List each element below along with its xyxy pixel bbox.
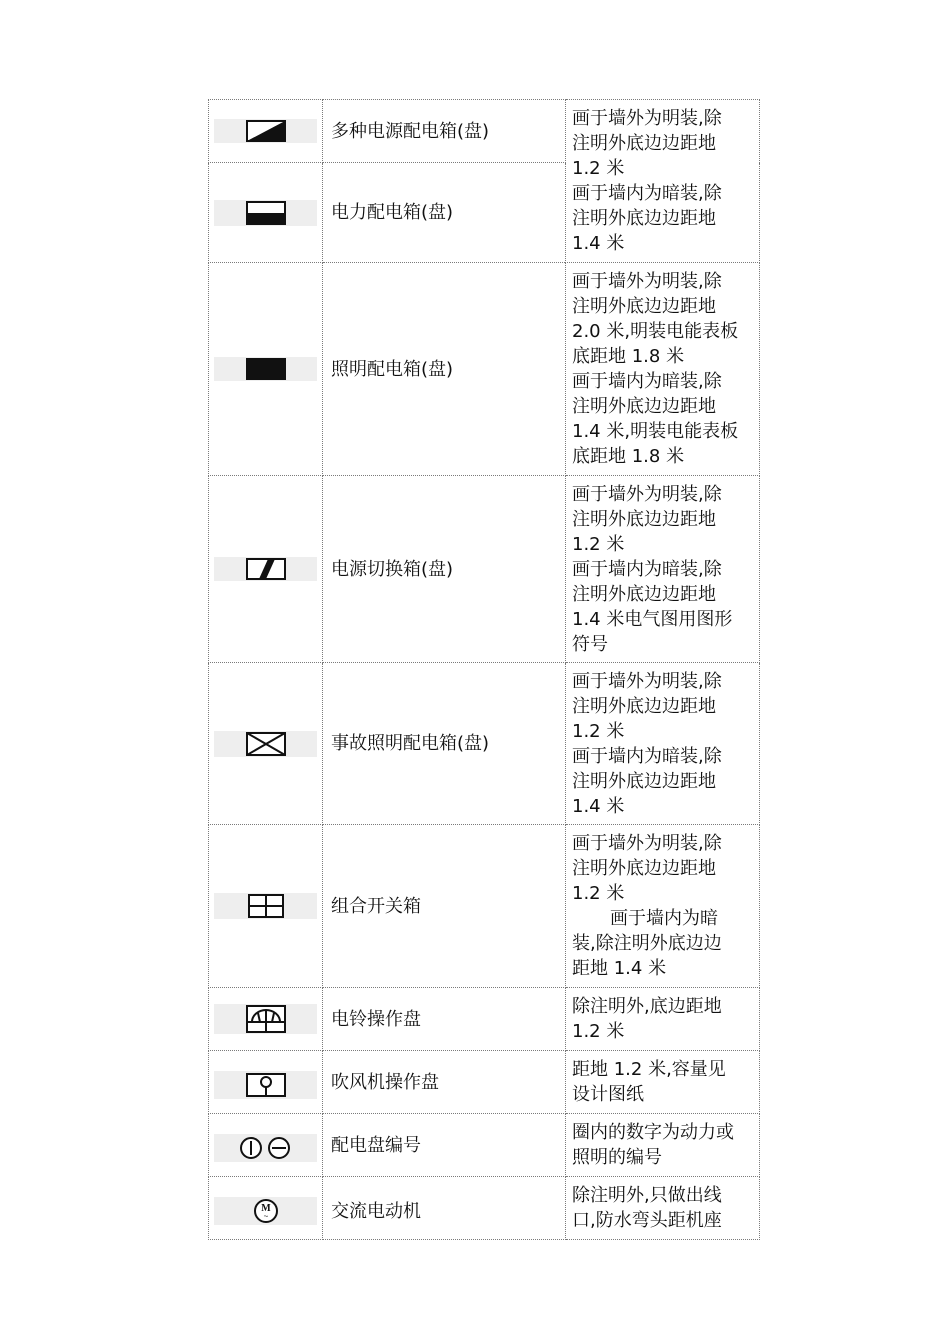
- symbol-note: 圈内的数字为动力或 照明的编号: [566, 1114, 760, 1177]
- symbol-name: 吹风机操作盘: [323, 1051, 566, 1114]
- symbol-name: 照明配电箱(盘): [323, 263, 566, 476]
- symbol-cell: [209, 476, 323, 663]
- symbol-name: 交流电动机: [323, 1177, 566, 1240]
- lighting-distribution-box-icon: [246, 358, 286, 380]
- symbol-cell: [209, 163, 323, 263]
- table-row: [209, 100, 760, 163]
- symbol-cell: [209, 1114, 323, 1177]
- motor-sub: ~: [263, 1212, 268, 1221]
- symbol-cell: [209, 663, 323, 825]
- symbol-note: 画于墙外为明装,除 注明外底边边距地 1.2 米 画于墙内为暗装,除 注明外底边边距地 1.4 米电气图用图形 符号: [566, 476, 760, 663]
- symbol-cell: [209, 988, 323, 1051]
- symbol-cell: [209, 1051, 323, 1114]
- table-row: [209, 825, 760, 988]
- table-row: [209, 663, 760, 825]
- symbol-name: 电源切换箱(盘): [323, 476, 566, 663]
- symbol-cell: [209, 263, 323, 476]
- symbol-note: 画于墙外为明装,除 注明外底边边距地 1.2 米 画于墙内为暗 装,除注明外底边边 距地 1.4 米: [566, 825, 760, 988]
- symbol-note: 画于墙外为明装,除 注明外底边边距地 1.2 米 画于墙内为暗装,除 注明外底边边距地 1.4 米: [566, 100, 760, 263]
- emergency-lighting-box-icon: [246, 732, 286, 756]
- symbol-cell: [209, 825, 323, 988]
- symbol-name: 电力配电箱(盘): [323, 163, 566, 263]
- table-row: [209, 1114, 760, 1177]
- symbol-table: [208, 99, 760, 1240]
- ac-motor-icon: [253, 1198, 279, 1224]
- symbol-note: 除注明外,底边距地 1.2 米: [566, 988, 760, 1051]
- symbol-note: 除注明外,只做出线 口,防水弯头距机座: [566, 1177, 760, 1240]
- symbol-cell: [209, 1177, 323, 1240]
- table-row: [209, 1177, 760, 1240]
- power-transfer-box-icon: [246, 558, 286, 580]
- symbol-name: 多种电源配电箱(盘): [323, 100, 566, 163]
- combination-switch-box-icon: [248, 894, 284, 918]
- symbol-name: 电铃操作盘: [323, 988, 566, 1051]
- motor-letter: M: [260, 1203, 271, 1214]
- symbol-name: 配电盘编号: [323, 1114, 566, 1177]
- symbol-name: 组合开关箱: [323, 825, 566, 988]
- symbol-note: 距地 1.2 米,容量见 设计图纸: [566, 1051, 760, 1114]
- blower-control-panel-icon: [246, 1073, 286, 1097]
- symbol-note: 画于墙外为明装,除 注明外底边边距地 2.0 米,明装电能表板 底距地 1.8 米 画于墙内为暗装,除 注明外底边边距地 1.4 米,明装电能表板 底距地 1.8 米: [566, 263, 760, 476]
- distribution-panel-number-icon: [239, 1136, 293, 1160]
- table-row: [209, 988, 760, 1051]
- symbol-note: 画于墙外为明装,除 注明外底边边距地 1.2 米 画于墙内为暗装,除 注明外底边边距地 1.4 米: [566, 663, 760, 825]
- bell-control-panel-icon: [246, 1005, 286, 1033]
- table-row: [209, 263, 760, 476]
- table-row: [209, 476, 760, 663]
- table-row: [209, 1051, 760, 1114]
- symbol-name: 事故照明配电箱(盘): [323, 663, 566, 825]
- multi-source-distribution-box-icon: [246, 120, 286, 142]
- symbol-cell: [209, 100, 323, 163]
- power-distribution-box-icon: [246, 201, 286, 225]
